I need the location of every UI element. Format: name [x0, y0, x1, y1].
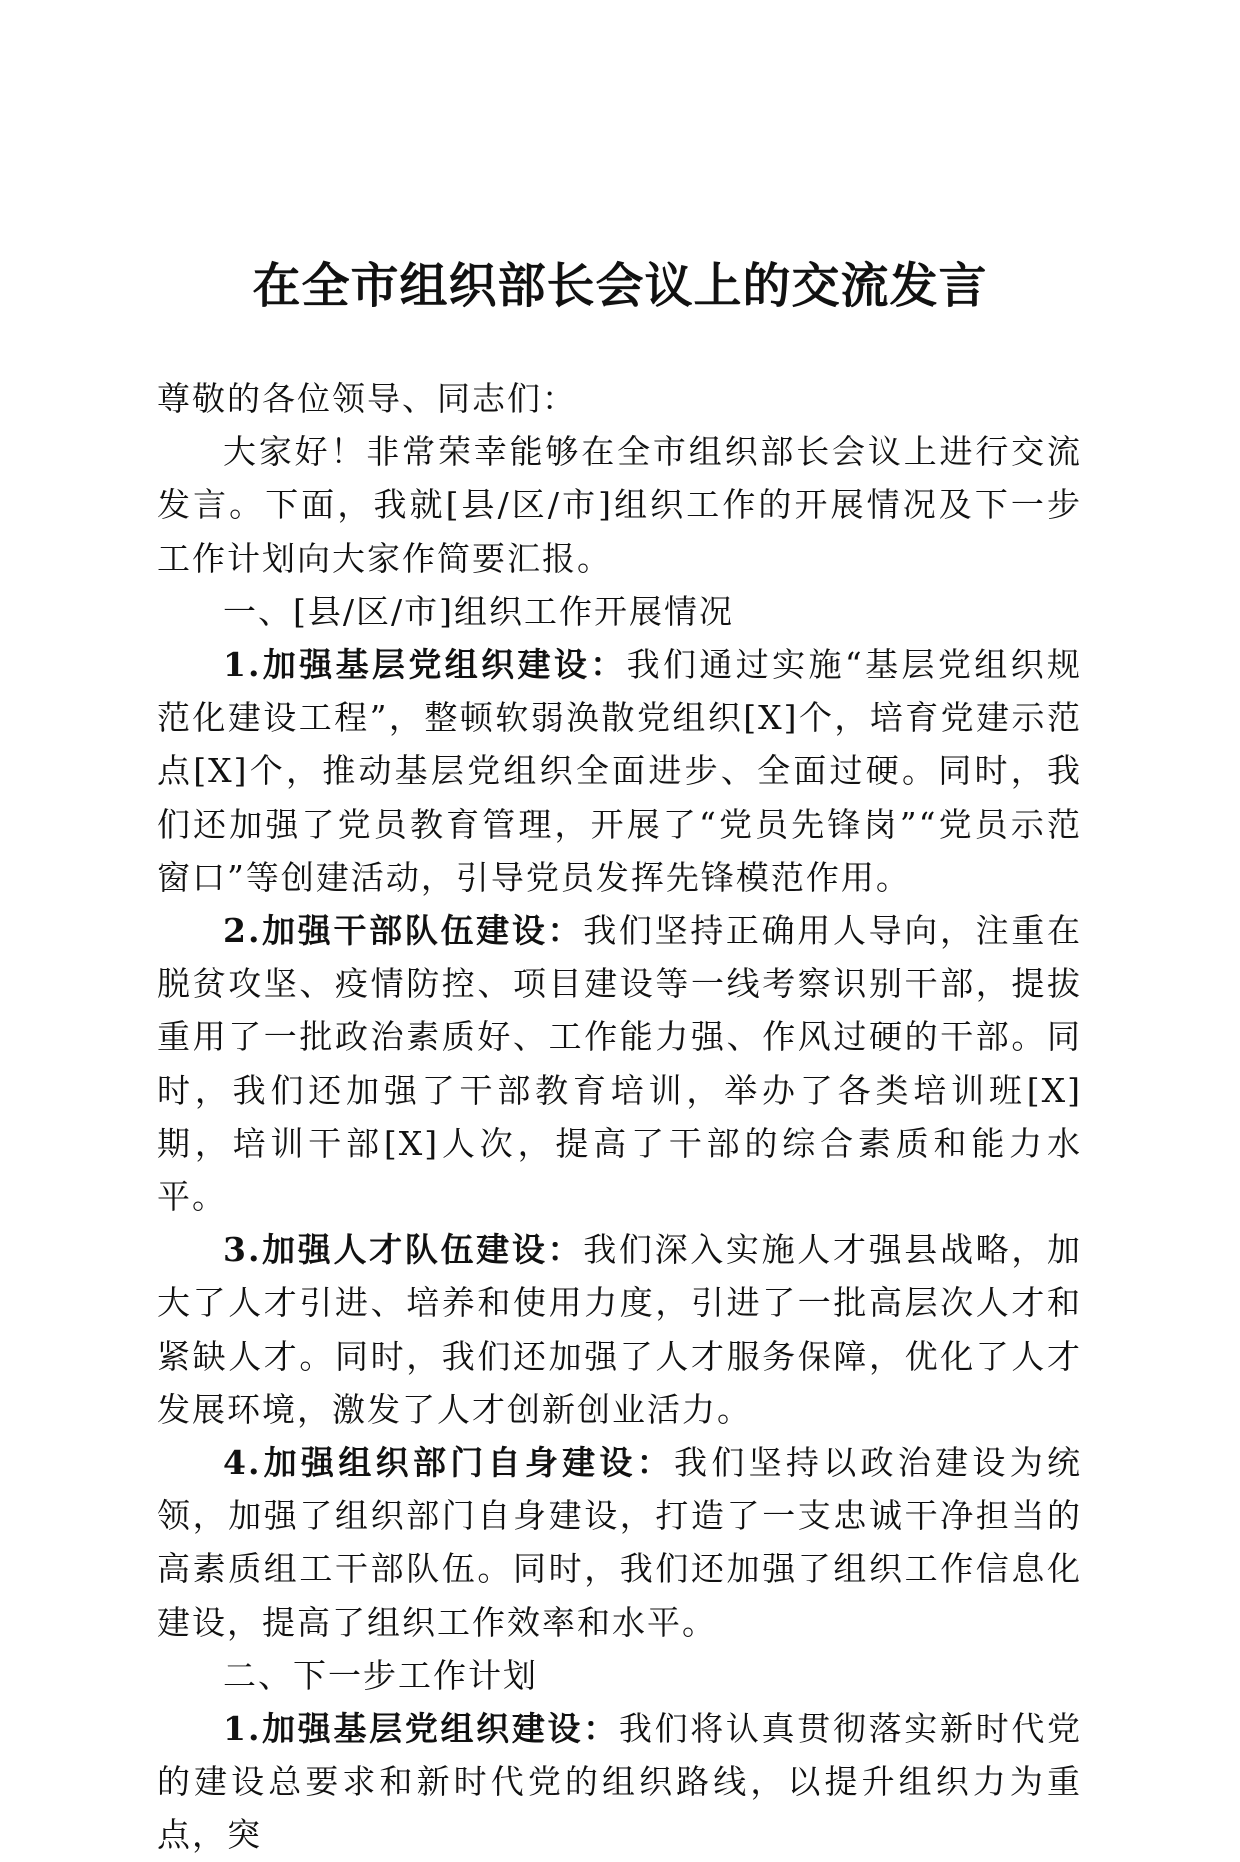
- item-lead: 1.加强基层党组织建设：: [223, 1709, 619, 1749]
- item-text: 我们坚持以政治建设为统领，加强了组织部门自身建设，打造了一支忠诚干净担当的高素质组工干部队伍。同时，我们还加强了组织工作信息化建设，提高了组织工作效率和水平。: [157, 1443, 1083, 1642]
- document-title: 在全市组织部长会议上的交流发言: [252, 258, 988, 314]
- section-heading-2: 二、下一步工作计划: [223, 1655, 538, 1695]
- section2-item-1: [157, 1702, 1082, 1862]
- section1-item-2: [157, 904, 1082, 1223]
- section1-item-3: [157, 1223, 1082, 1436]
- section-heading-1: 一、[县/区/市]组织工作开展情况: [223, 591, 734, 631]
- section1-item-1: [157, 638, 1082, 904]
- item-text: 我们坚持正确用人导向，注重在脱贫攻坚、疫情防控、项目建设等一线考察识别干部，提拔重用了一批政治素质好、工作能力强、作风过硬的干部。同时，我们还加强了干部教育培训，举办了各类培训班[X]期，培训干部[X]人次，提高了干部的综合素质和能力水平。: [157, 911, 1083, 1217]
- item-text: 我们通过实施“基层党组织规范化建设工程”，整顿软弱涣散党组织[X]个，培育党建示范点[X]个，推动基层党组织全面进步、全面过硬。同时，我们还加强了党员教育管理，开展了“党员先锋岗”“党员示范窗口”等创建活动，引导党员发挥先锋模范作用。: [157, 645, 1083, 897]
- intro-paragraph: 大家好！非常荣幸能够在全市组织部长会议上进行交流发言。下面，我就[县/区/市]组织工作的开展情况及下一步工作计划向大家作简要汇报。: [157, 432, 1082, 578]
- salutation: 尊敬的各位领导、同志们：: [157, 379, 577, 418]
- item-text: 我们深入实施人才强县战略，加大了人才引进、培养和使用力度，引进了一批高层次人才和紧缺人才。同时，我们还加强了人才服务保障，优化了人才发展环境，激发了人才创新创业活力。: [157, 1230, 1083, 1429]
- item-lead: 2.加强干部队伍建设：: [223, 911, 584, 951]
- document-body: [157, 372, 1082, 1862]
- section1-item-4: [157, 1436, 1082, 1649]
- item-lead: 1.加强基层党组织建设：: [223, 645, 627, 685]
- item-text: 我们将认真贯彻落实新时代党的建设总要求和新时代党的组织路线，以提升组织力为重点，突: [157, 1709, 1083, 1855]
- item-lead: 4.加强组织部门自身建设：: [223, 1443, 675, 1483]
- item-lead: 3.加强人才队伍建设：: [223, 1230, 584, 1270]
